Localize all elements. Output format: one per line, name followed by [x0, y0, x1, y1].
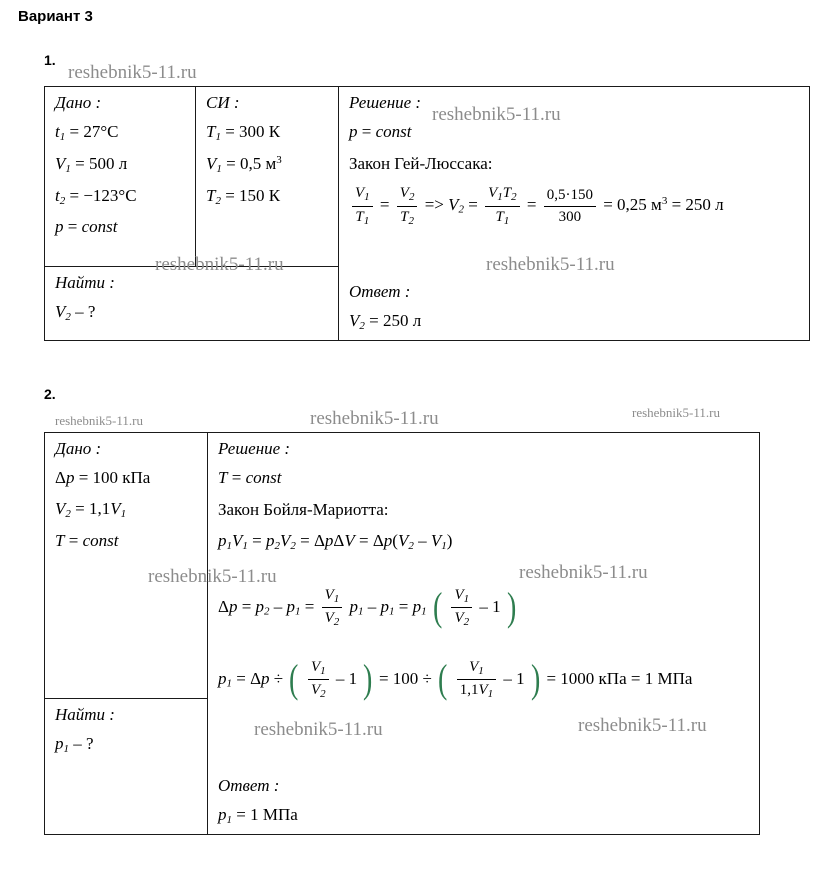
task-2-table — [44, 432, 760, 835]
watermark-text: reshebnik5-11.ru — [254, 719, 383, 740]
solution-line: $p_1V_1 = p_2V_2 = \Delta p\Delta V = \Delta p(V_2 - V_1)$ — [218, 531, 453, 552]
task-2-formula-line-1: $\Delta p = p_2 - p_1$ = $\frac{V_1}{V_2}$ $p_1 - p_1 = p_1$ ( $\frac{V_1}{V_2}$ – 1 ) — [218, 584, 517, 630]
task-1-number: 1. — [44, 52, 56, 68]
task-2-number: 2. — [44, 386, 56, 402]
watermark-text: reshebnik5-11.ru — [310, 408, 439, 429]
given-label: Дано : — [55, 93, 102, 112]
watermark-text: reshebnik5-11.ru — [148, 566, 277, 587]
watermark-text: reshebnik5-11.ru — [155, 254, 284, 275]
task-2-given-cell — [45, 433, 208, 699]
answer-label: Ответ : — [218, 775, 280, 795]
given-item: $V_2 = 1,1V_1$ — [55, 499, 127, 520]
given-item: $t_1 = 27^\circ C$ — [55, 122, 119, 143]
find-label: Найти : — [55, 273, 115, 293]
watermark-text: reshebnik5-11.ru — [519, 562, 648, 583]
answer-value: $p_1 = 1$ МПа — [218, 804, 298, 826]
watermark-text: reshebnik5-11.ru — [432, 104, 561, 125]
si-item: $V_1 = 0,5$ $м^3$ — [206, 153, 282, 175]
task-1-table — [44, 86, 810, 341]
given-item: $V_1 = 500$ л — [55, 153, 128, 175]
given-item: Δp = 100 кПа — [55, 468, 151, 487]
given-item: T = const — [55, 530, 119, 550]
solution-line: T = const — [218, 468, 282, 487]
solution-line: p = const — [349, 122, 412, 141]
given-item: p = const — [55, 217, 118, 237]
right-paren: ) — [363, 656, 373, 702]
given-item: $t_2 = -123^\circ C$ — [55, 185, 137, 207]
si-label: СИ : — [206, 93, 240, 112]
solution-line: Закон Бойля-Мариотта: — [218, 500, 389, 519]
answer-label: Ответ : — [349, 282, 411, 301]
si-item: $T_1 = 300$ К — [206, 122, 281, 143]
given-label: Дано : — [55, 439, 102, 458]
task-1-solution-cell — [339, 87, 810, 341]
answer-value: $V_2 = 250$ л — [349, 311, 422, 332]
table-row — [45, 87, 810, 267]
left-paren: ( — [289, 656, 299, 702]
watermark-text: reshebnik5-11.ru — [68, 62, 197, 83]
solution-label: Решение : — [218, 439, 291, 458]
watermark-text: reshebnik5-11.ru — [632, 405, 720, 420]
solution-label: Решение : — [349, 93, 422, 112]
task-2-find-cell — [45, 698, 208, 834]
task-2-solution-cell — [208, 433, 760, 835]
page-title: Вариант 3 — [18, 8, 93, 25]
watermark-text: reshebnik5-11.ru — [486, 254, 615, 275]
find-label: Найти : — [55, 704, 115, 724]
watermark-text: reshebnik5-11.ru — [578, 715, 707, 736]
watermark-text: reshebnik5-11.ru — [55, 413, 143, 428]
task-1-given-cell — [45, 87, 196, 267]
task-1-si-cell — [196, 87, 339, 267]
left-paren: ( — [438, 656, 448, 702]
solution-line: Закон Гей-Люссака: — [349, 154, 493, 173]
si-item: $T_2 = 150$ К — [206, 185, 281, 207]
find-value: $p_1$ – ? — [55, 733, 94, 755]
table-row — [45, 433, 760, 699]
task-1-find-cell — [45, 267, 339, 340]
find-value: $V_2$ – ? — [55, 302, 96, 324]
right-paren: ) — [530, 656, 541, 702]
left-paren: ( — [432, 584, 443, 630]
right-paren: ) — [506, 584, 517, 630]
task-2-formula-line-2: $p_1 = \Delta p$ ÷ ( $\frac{V_1}{V_2}$ – 1 ) = 100 ÷ ( $\frac{V_1}{1,1V_1}$ – 1 ) = 1000 кПа = 1 МПа — [218, 656, 693, 702]
task-1-main-formula: $\frac{V_1}{T_1}$ = $\frac{V_2}{T_2}$ => $V_2$ = $\frac{V_1T_2}{T_1}$ = $\frac{0,5\cdot 150}{300}$ = 0,25 $м^3 = 250$ л — [349, 184, 799, 228]
